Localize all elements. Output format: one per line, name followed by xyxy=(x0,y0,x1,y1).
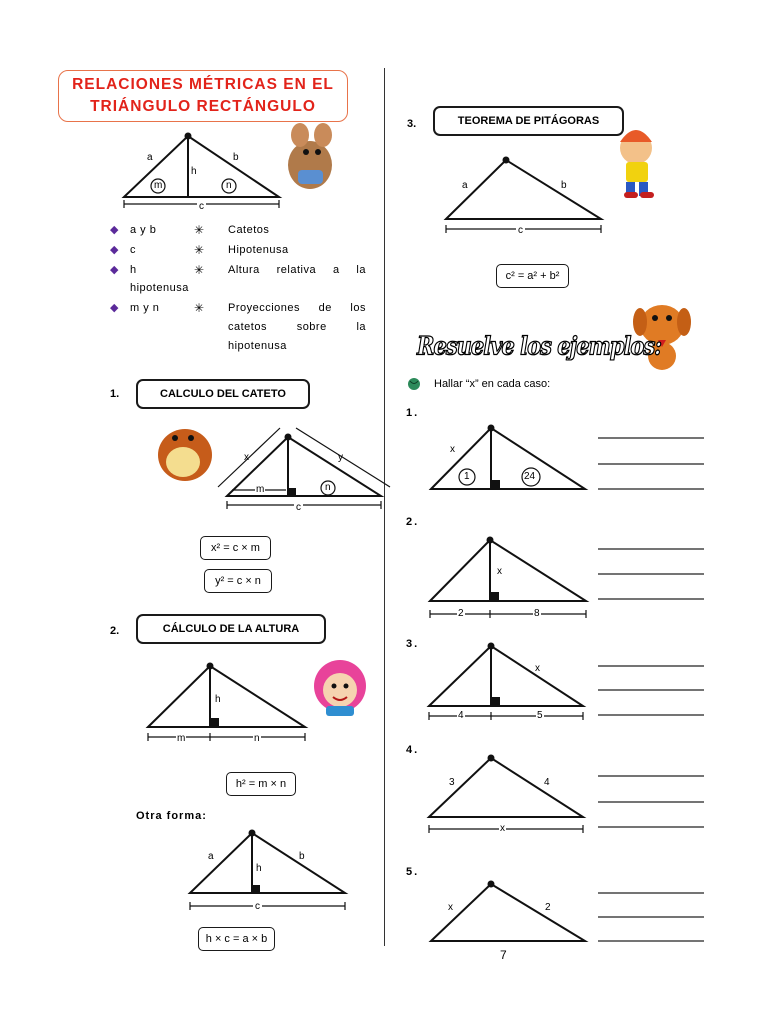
legend-desc-cont: hipotenusa xyxy=(130,282,189,294)
intro-triangle xyxy=(124,136,279,208)
example3-triangle xyxy=(429,646,583,720)
example4-number: 4. xyxy=(406,744,420,756)
title-line-1: RELACIONES MÉTRICAS EN EL xyxy=(72,76,334,93)
section2-formula-alt: h × c = a × b xyxy=(198,927,275,951)
diamond-bullet-icon: ◆ xyxy=(110,244,119,256)
section1-label-x: x xyxy=(244,452,249,463)
section2-formula: h² = m × n xyxy=(226,772,296,796)
cartoon-girl-icon xyxy=(314,660,366,716)
page-number: 7 xyxy=(500,948,507,962)
section1-formula-x: x² = c × m xyxy=(200,536,271,560)
diamond-bullet-icon: ◆ xyxy=(110,302,119,314)
legend-desc: Catetos xyxy=(228,224,270,236)
example3-number: 3. xyxy=(406,638,420,650)
section2-title: CÁLCULO DE LA ALTURA xyxy=(136,614,326,644)
example1-label-left: 1 xyxy=(464,471,470,482)
intro-label-c: c xyxy=(199,201,204,212)
otra-label-h: h xyxy=(256,863,262,874)
otra-label-b: b xyxy=(299,851,305,862)
example2-number: 2. xyxy=(406,516,420,528)
example4-triangle xyxy=(429,758,583,833)
intro-label-h: h xyxy=(191,166,197,177)
asterisk-icon: ✳ xyxy=(194,243,205,257)
legend-list xyxy=(110,222,366,360)
legend-desc: Proyecciones de los xyxy=(228,302,366,314)
example5-label-b: 2 xyxy=(545,902,551,913)
asterisk-icon: ✳ xyxy=(194,301,205,315)
section1-triangle xyxy=(218,428,390,509)
section1-title: CALCULO DEL CATETO xyxy=(136,379,310,409)
section3-formula: c² = a² + b² xyxy=(496,264,569,288)
section2-triangle xyxy=(148,666,305,741)
section1-label-y: y xyxy=(338,452,343,463)
section1-label-c: c xyxy=(296,502,301,513)
section2-label-n: n xyxy=(254,733,260,744)
example1-triangle xyxy=(431,428,585,489)
otra-label-c: c xyxy=(255,901,260,912)
section3-number: 3. xyxy=(407,118,417,130)
example2-label-right: 8 xyxy=(534,608,540,619)
cartoon-boy-icon xyxy=(620,130,654,198)
example1-number: 1. xyxy=(406,407,420,419)
legend-item xyxy=(110,300,366,360)
legend-item xyxy=(110,222,366,242)
cartoon-bear-icon xyxy=(158,429,212,481)
example5-label-x: x xyxy=(448,902,453,913)
example1-label-x: x xyxy=(450,444,455,455)
example4-label-a: 3 xyxy=(449,777,455,788)
section3-title: TEOREMA DE PITÁGORAS xyxy=(433,106,624,136)
legend-symbol: h xyxy=(130,264,137,276)
intro-label-b: b xyxy=(233,152,239,163)
legend-item xyxy=(110,262,366,300)
example5-triangle xyxy=(431,884,585,941)
example4-label-b: 4 xyxy=(544,777,550,788)
example2-triangle xyxy=(430,540,586,618)
example3-label-left: 4 xyxy=(458,710,464,721)
legend-desc: Altura relativa a la xyxy=(228,264,366,276)
diamond-bullet-icon: ◆ xyxy=(110,224,119,236)
examples-instruction: Hallar “x” en cada caso: xyxy=(434,378,551,390)
otra-forma-label: Otra forma: xyxy=(136,810,207,822)
section1-label-n: n xyxy=(325,482,331,493)
intro-label-m: m xyxy=(154,180,163,191)
legend-symbol: c xyxy=(130,244,136,256)
section3-label-a: a xyxy=(462,180,468,191)
section3-triangle xyxy=(446,160,601,233)
example2-label-x: x xyxy=(497,566,502,577)
cartoon-mouse-icon xyxy=(288,123,332,189)
section2-label-m: m xyxy=(177,733,186,744)
example2-label-left: 2 xyxy=(458,608,464,619)
example1-label-right: 24 xyxy=(524,471,536,482)
legend-symbol: a y b xyxy=(130,224,157,236)
section3-label-b: b xyxy=(561,180,567,191)
section1-formula-y: y² = c × n xyxy=(204,569,272,593)
section3-label-c: c xyxy=(518,225,523,236)
example5-number: 5. xyxy=(406,866,420,878)
section2-label-h: h xyxy=(215,694,221,705)
section1-number: 1. xyxy=(110,388,120,400)
intro-label-a: a xyxy=(147,152,153,163)
example3-label-right: 5 xyxy=(537,710,543,721)
asterisk-icon: ✳ xyxy=(194,223,205,237)
legend-item xyxy=(110,242,366,262)
legend-desc: Hipotenusa xyxy=(228,244,289,256)
examples-heading: Resuelve los ejemplos: xyxy=(417,330,662,361)
otra-forma-triangle xyxy=(190,833,345,910)
intro-label-n: n xyxy=(226,180,232,191)
answer-lines xyxy=(598,438,704,941)
example3-label-x: x xyxy=(535,663,540,674)
otra-label-a: a xyxy=(208,851,214,862)
globe-icon xyxy=(408,378,420,390)
legend-desc-cont: hipotenusa xyxy=(228,340,287,352)
example4-label-x: x xyxy=(500,823,505,834)
title-line-2: TRIÁNGULO RECTÁNGULO xyxy=(90,98,316,115)
asterisk-icon: ✳ xyxy=(194,263,205,277)
diamond-bullet-icon: ◆ xyxy=(110,264,119,276)
legend-symbol: m y n xyxy=(130,302,160,314)
section1-label-m: m xyxy=(256,484,265,495)
section2-number: 2. xyxy=(110,625,120,637)
legend-desc-cont: catetos sobre la xyxy=(228,321,366,333)
